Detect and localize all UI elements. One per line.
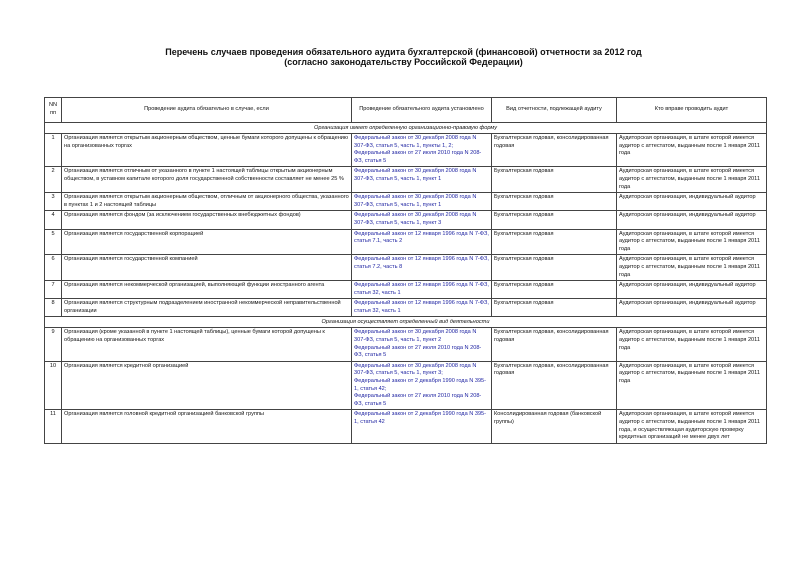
law-link[interactable]: Федеральный закон от 30 декабря 2008 года N 307-ФЗ, статья 5, часть 1, пункт 3; (354, 362, 477, 377)
section-row (45, 317, 767, 328)
row-number: 10 (45, 361, 62, 410)
table-row (45, 281, 767, 299)
header-case: Проведение аудита обязательно в случае, если (62, 98, 352, 123)
row-law-references (352, 281, 492, 299)
law-link[interactable]: Федеральный закон от 2 декабря 1990 года N 395-1, статья 42; (354, 378, 487, 392)
row-case: Организация является государственной компанией (62, 255, 352, 281)
row-auditor: Аудиторская организация, индивидуальный аудитор (617, 193, 767, 211)
row-auditor: Аудиторская организация, в штате которой имеется аудитор с аттестатом, выданным после 1 января 2011 года (617, 255, 767, 281)
row-report-type: Бухгалтерская годовая, консолидированная годовая (492, 328, 617, 361)
row-report-type: Бухгалтерская годовая, консолидированная годовая (492, 134, 617, 167)
table-row (45, 410, 767, 443)
table-row (45, 255, 767, 281)
row-law-references (352, 229, 492, 255)
row-report-type: Бухгалтерская годовая (492, 229, 617, 255)
row-case: Организация является отличным от указанного в пункте 1 настоящей таблицы открытым акционерным обществом, в уставном капитале которого доля государственной собственности составляет не менее 25 % (62, 167, 352, 193)
row-law-references (352, 211, 492, 229)
row-auditor: Аудиторская организация, индивидуальный аудитор (617, 281, 767, 299)
row-case: Организация является открытым акционерным обществом, отличным от акционерного общества, указанного в пунктах 1 и 2 настоящей таблицы (62, 193, 352, 211)
section-label: Организация осуществляет определенный вид деятельности (45, 317, 767, 328)
row-report-type: Бухгалтерская годовая (492, 281, 617, 299)
law-link[interactable]: Федеральный закон от 12 января 1996 года N 7-ФЗ, статья 7.2, часть 8 (354, 256, 489, 270)
table-row (45, 361, 767, 410)
row-report-type: Бухгалтерская годовая (492, 167, 617, 193)
row-number: 7 (45, 281, 62, 299)
title-line-2: (согласно законодательству Российской Федерации) (284, 57, 523, 67)
header-auditor: Кто вправе проводить аудит (617, 98, 767, 123)
row-auditor: Аудиторская организация, в штате которой имеется аудитор с аттестатом, выданным после 1 января 2011 года (617, 134, 767, 167)
row-case: Организация является открытым акционерным обществом, ценные бумаги которого допущены к обращению на организованных торгах (62, 134, 352, 167)
section-row (45, 123, 767, 134)
row-auditor: Аудиторская организация, индивидуальный аудитор (617, 299, 767, 317)
row-auditor: Аудиторская организация, в штате которой имеется аудитор с аттестатом, выданным после 1 января 2011 года, и осуществляющая аудиторскую проверку кредитных организаций не менее двух лет (617, 410, 767, 443)
row-law-references (352, 299, 492, 317)
row-report-type: Бухгалтерская годовая (492, 255, 617, 281)
row-case: Организация является структурным подразделением иностранной некоммерческой неправительственной организации (62, 299, 352, 317)
row-report-type: Бухгалтерская годовая (492, 193, 617, 211)
row-number: 4 (45, 211, 62, 229)
row-auditor: Аудиторская организация, в штате которой имеется аудитор с аттестатом, выданным после 1 января 2011 года (617, 167, 767, 193)
row-case: Организация является головной кредитной организацией банковской группы (62, 410, 352, 443)
row-auditor: Аудиторская организация, индивидуальный аудитор (617, 211, 767, 229)
row-case: Организация является некоммерческой организацией, выполняющей функции иностранного агента (62, 281, 352, 299)
row-case: Организация является государственной корпорацией (62, 229, 352, 255)
table-header-row (45, 98, 767, 123)
law-link[interactable]: Федеральный закон от 12 января 1996 года N 7-ФЗ, статья 7.1, часть 2 (354, 230, 489, 245)
law-link[interactable]: Федеральный закон от 30 декабря 2008 года N 307-ФЗ, статья 5, часть 1, пункт 2 (354, 329, 477, 344)
table-row (45, 328, 767, 361)
table-row (45, 134, 767, 167)
row-number: 5 (45, 229, 62, 255)
row-case: Организация является кредитной организацией (62, 361, 352, 410)
row-report-type: Консолидированная годовая (банковской группы) (492, 410, 617, 443)
row-number: 11 (45, 410, 62, 443)
law-link[interactable]: Федеральный закон от 30 декабря 2008 года N 307-ФЗ, статья 5, часть 1, пункты 1, 2; (354, 135, 477, 149)
row-law-references (352, 328, 492, 361)
row-number: 6 (45, 255, 62, 281)
row-law-references (352, 255, 492, 281)
row-auditor: Аудиторская организация, в штате которой имеется аудитор с аттестатом, выданным после 1 января 2011 года (617, 229, 767, 255)
table-row (45, 211, 767, 229)
row-law-references (352, 134, 492, 167)
row-report-type: Бухгалтерская годовая (492, 211, 617, 229)
row-number: 2 (45, 167, 62, 193)
law-link[interactable]: Федеральный закон от 2 декабря 1990 года N 395-1, статья 42 (354, 411, 487, 425)
row-number: 3 (45, 193, 62, 211)
table-row (45, 193, 767, 211)
row-case: Организация является фондом (за исключением государственных внебюджетных фондов) (62, 211, 352, 229)
row-case: Организация (кроме указанной в пункте 1 настоящей таблицы), ценные бумаги которой допущены к обращению на организованных торгах (62, 328, 352, 361)
row-report-type: Бухгалтерская годовая, консолидированная годовая (492, 361, 617, 410)
law-link[interactable]: Федеральный закон от 30 декабря 2008 года N 307-ФЗ, статья 5, часть 1, пункт 3 (354, 212, 477, 226)
row-law-references (352, 167, 492, 193)
law-link[interactable]: Федеральный закон от 12 января 1996 года N 7-ФЗ, статья 32, часть 1 (354, 282, 489, 296)
law-link[interactable]: Федеральный закон от 12 января 1996 года N 7-ФЗ, статья 32, часть 1 (354, 300, 489, 314)
audit-cases-table (44, 97, 767, 444)
header-basis: Проведение обязательного аудита установлено (352, 98, 492, 123)
document-title (0, 47, 807, 67)
table-body (45, 123, 767, 444)
law-link[interactable]: Федеральный закон от 27 июля 2010 года N 208-ФЗ, статья 5 (354, 393, 482, 407)
row-number: 8 (45, 299, 62, 317)
law-link[interactable]: Федеральный закон от 30 декабря 2008 года N 307-ФЗ, статья 5, часть 1, пункт 1 (354, 194, 477, 208)
law-link[interactable]: Федеральный закон от 30 декабря 2008 года N 307-ФЗ, статья 5, часть 1, пункт 1 (354, 168, 477, 182)
row-report-type: Бухгалтерская годовая (492, 299, 617, 317)
table-row (45, 167, 767, 193)
law-link[interactable]: Федеральный закон от 27 июля 2010 года N 208-ФЗ, статья 5 (354, 344, 482, 359)
row-auditor: Аудиторская организация, в штате которой имеется аудитор с аттестатом, выданным после 1 января 2011 года (617, 361, 767, 410)
title-line-1: Перечень случаев проведения обязательного аудита бухгалтерской (финансовой) отчетности за 2012 год (165, 47, 642, 57)
row-law-references (352, 193, 492, 211)
table-row (45, 299, 767, 317)
header-report: Вид отчетности, подлежащей аудиту (492, 98, 617, 123)
row-auditor: Аудиторская организация, в штате которой имеется аудитор с аттестатом, выданным после 1 января 2011 года (617, 328, 767, 361)
row-law-references (352, 410, 492, 443)
law-link[interactable]: Федеральный закон от 27 июля 2010 года N 208-ФЗ, статья 5 (354, 150, 482, 164)
header-num: NN пп (45, 98, 62, 123)
row-law-references (352, 361, 492, 410)
row-number: 9 (45, 328, 62, 361)
section-label: Организация имеет определенную организационно-правовую форму (45, 123, 767, 134)
table-row (45, 229, 767, 255)
row-number: 1 (45, 134, 62, 167)
